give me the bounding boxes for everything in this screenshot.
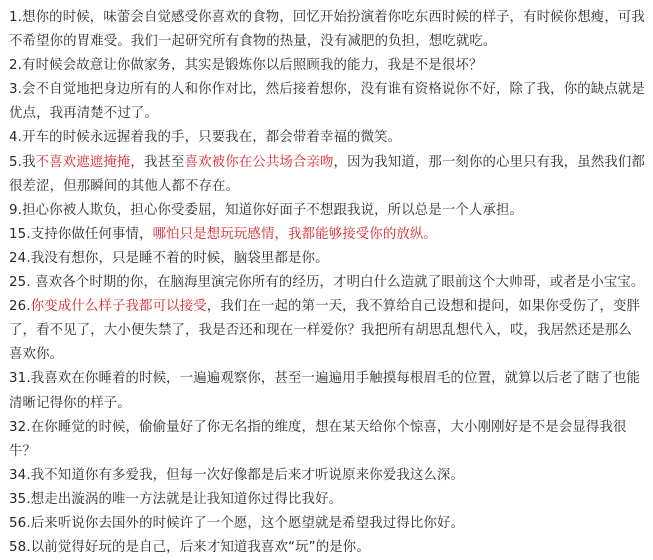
item-text: 1.想你的时候，味蕾会自觉感受你喜欢的食物，回忆开始扮演着你吃东西时候的样子，有时候你想瘦，可我不希望你的胃难受。我们一起研究所有食物的热量，没有减肥的负担，想吃就吃。 <box>9 10 645 50</box>
item-text: ，因为我知道，那一刻你的心里只有我，虽然我们都很差涩，但那瞬间的其他人都不存在。 <box>9 154 645 194</box>
item-text: 3.会不自觉地把身边所有的人和你作对比，然后接着想你，没有谁有资格说你不好，除了我，你的缺点就是优点，我再清楚不过了。 <box>9 82 645 122</box>
item-text: 4.开车的时候永远握着我的手，只要我在，都会带着幸福的微笑。 <box>9 130 402 146</box>
list-item <box>9 271 645 295</box>
item-text: 24.我没有想你，只是睡不着的时候，脑袋里都是你。 <box>9 250 329 266</box>
item-text: 26. <box>9 299 31 315</box>
list-item <box>9 367 645 415</box>
item-text: 56.后来听说你去国外的时候许了一个愿，这个愿望就是希望我过得比你好。 <box>9 515 465 531</box>
item-text: ，我们在一起的第一天，我不算给自己设想和提问，如果你受伤了，变胖了，看不见了，大小便失禁了，我是否还和现在一样爱你？我把所有胡思乱想代入，哎，我居然还是那么喜欢你。 <box>9 299 641 363</box>
item-text: 25. 喜欢各个时期的你，在脑海里演完你所有的经历，才明白什么造就了眼前这个大帅哥，或者是小宝宝。 <box>9 275 645 291</box>
list-item <box>9 536 645 560</box>
item-text: 31.我喜欢在你睡着的时候，一遍遍观察你，甚至一遍遍用手触摸每根眉毛的位置，就算以后老了瞎了也能清晰记得你的样子。 <box>9 371 641 411</box>
list-item <box>9 126 645 150</box>
list-item <box>9 223 645 247</box>
highlighted-text: 不喜欢遮遮掩掩 <box>35 154 131 170</box>
highlighted-text: 哪怕只是想玩玩感情，我都能够接受你的放纵。 <box>152 226 437 242</box>
item-text: 35.想走出漩涡的唯一方法就是让我知道你过得比我好。 <box>9 491 343 507</box>
item-text: 32.在你睡觉的时候，偷偷量好了你无名指的维度，想在某天给你个惊喜，大小刚刚好是不是会显得我很牛？ <box>9 419 627 459</box>
list-item <box>9 464 645 488</box>
list-item <box>9 78 645 126</box>
list-item <box>9 295 645 367</box>
list-item <box>9 54 645 78</box>
highlighted-text: 你变成什么样子我都可以接受 <box>30 299 207 315</box>
highlighted-text: 喜欢被你在公共场合亲吻 <box>184 154 334 170</box>
list-item <box>9 512 645 536</box>
list-item <box>9 199 645 223</box>
item-text: 9.担心你被人欺负，担心你受委屈，知道你好面子不想跟我说，所以总是一个人承担。 <box>9 202 524 218</box>
list-item <box>9 247 645 271</box>
list-item <box>9 488 645 512</box>
item-text: 2.有时候会故意让你做家务，其实是锻炼你以后照顾我的能力，我是不是很坏？ <box>9 58 483 74</box>
item-text: 34.我不知道你有多爱我，但每一次好像都是后来才听说原来你爱我这么深。 <box>9 467 465 483</box>
list-item <box>9 6 645 54</box>
item-text: ，我甚至 <box>130 154 185 170</box>
numbered-list <box>9 6 645 560</box>
list-item <box>9 151 645 199</box>
item-text: 5.我 <box>9 154 36 170</box>
item-text: 15.支持你做任何事情， <box>9 226 153 242</box>
item-text: 58.以前觉得好玩的是自己，后来才知道我喜欢“玩”的是你。 <box>9 540 370 556</box>
list-item <box>9 416 645 464</box>
